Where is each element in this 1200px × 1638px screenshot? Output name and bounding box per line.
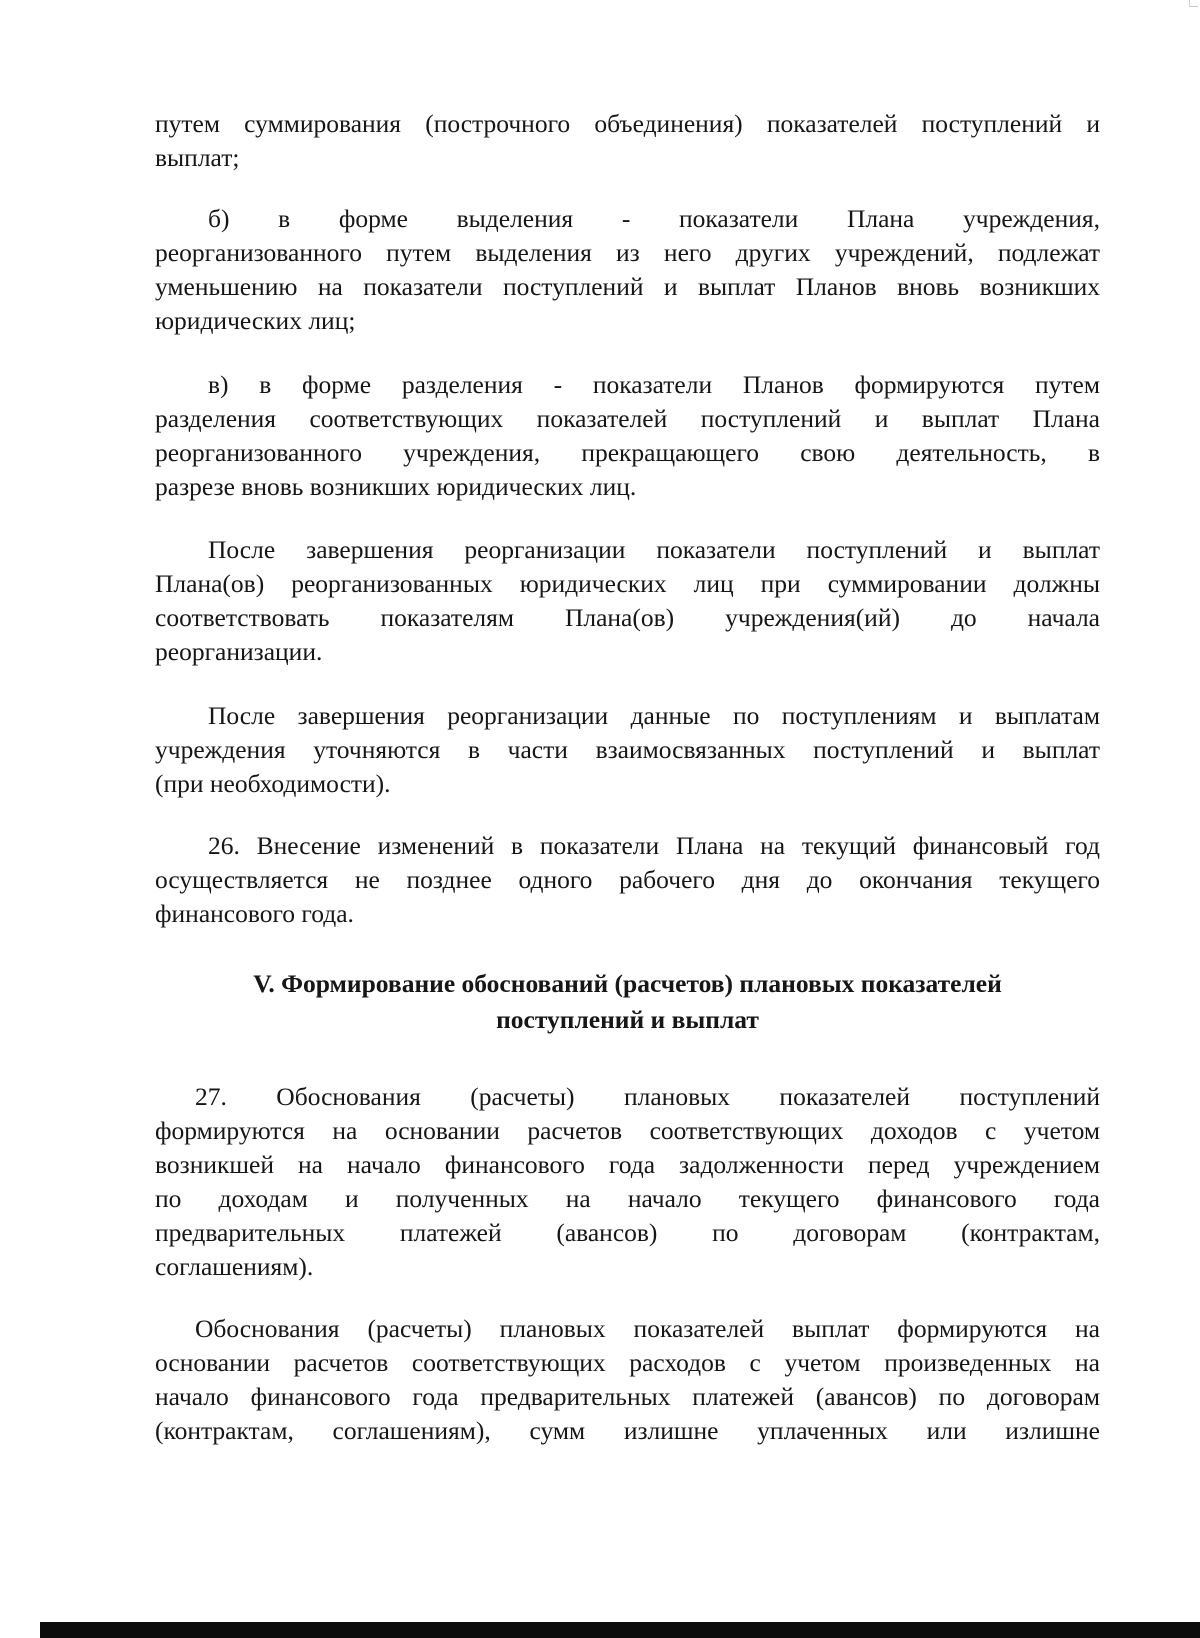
section-heading-line: поступлений и выплат <box>496 1005 759 1034</box>
text-line: реорганизации. <box>155 637 323 666</box>
paragraph-payments-justification <box>155 1312 1100 1448</box>
text-line: начало финансового года предварительных платежей (авансов) по договорам <box>155 1382 1100 1411</box>
text-line: формируются на основании расчетов соответствующих доходов с учетом <box>155 1116 1100 1145</box>
text-line: учреждения уточняются в части взаимосвязанных поступлений и выплат <box>155 735 1100 764</box>
paragraph-item-b <box>155 202 1100 338</box>
text-line: юридических лиц; <box>155 306 356 335</box>
paragraph-after-reorganization <box>155 533 1100 669</box>
paragraph-item-v <box>155 368 1100 504</box>
text-line: разрезе вновь возникших юридических лиц. <box>155 472 637 501</box>
text-line: осуществляется не позднее одного рабочего дня до окончания текущего <box>155 865 1100 894</box>
text-line: После завершения реорганизации данные по поступлениям и выплатам <box>208 701 1100 730</box>
text-line: путем суммирования (построчного объединения) показателей поступлений и <box>155 109 1100 138</box>
text-line: реорганизованного учреждения, прекращающего свою деятельность, в <box>155 438 1100 467</box>
text-line: в) в форме разделения - показатели Планов формируются путем <box>208 370 1100 399</box>
text-line: основании расчетов соответствующих расходов с учетом произведенных на <box>155 1348 1100 1377</box>
text-line: После завершения реорганизации показатели поступлений и выплат <box>208 535 1100 564</box>
text-line: возникшей на начало финансового года задолженности перед учреждением <box>155 1150 1100 1179</box>
paragraph-item-27 <box>155 1080 1100 1284</box>
section-heading <box>155 966 1100 1038</box>
text-line: соглашениям). <box>155 1252 314 1281</box>
section-heading-line: V. Формирование обоснований (расчетов) плановых показателей <box>253 969 1002 998</box>
text-line: по доходам и полученных на начало текущего финансового года <box>155 1184 1100 1213</box>
text-line: Обоснования (расчеты) плановых показателей выплат формируются на <box>195 1314 1100 1343</box>
scan-bottom-edge <box>40 1622 1200 1638</box>
text-line: 26. Внесение изменений в показатели Плана на текущий финансовый год <box>208 831 1100 860</box>
text-line: финансового года. <box>155 899 354 928</box>
scan-corner-mark <box>1189 0 1198 7</box>
text-line: соответствовать показателям Плана(ов) учреждения(ий) до начала <box>155 603 1100 632</box>
text-line: уменьшению на показатели поступлений и выплат Планов вновь возникших <box>155 272 1100 301</box>
paragraph-continuation <box>155 107 1100 175</box>
text-line: реорганизованного путем выделения из него других учреждений, подлежат <box>155 238 1100 267</box>
text-line: б) в форме выделения - показатели Плана учреждения, <box>208 204 1100 233</box>
text-line: 27. Обоснования (расчеты) плановых показателей поступлений <box>195 1082 1100 1111</box>
text-line: выплат; <box>155 143 240 172</box>
text-line: разделения соответствующих показателей поступлений и выплат Плана <box>155 404 1100 433</box>
text-line: Плана(ов) реорганизованных юридических лиц при суммировании должны <box>155 569 1100 598</box>
text-line: предварительных платежей (авансов) по договорам (контрактам, <box>155 1218 1100 1247</box>
text-line: (при необходимости). <box>155 769 391 798</box>
paragraph-item-26 <box>155 829 1100 931</box>
paragraph-after-reorganization-data <box>155 699 1100 801</box>
text-line: (контрактам, соглашениям), сумм излишне уплаченных или излишне <box>155 1416 1100 1445</box>
